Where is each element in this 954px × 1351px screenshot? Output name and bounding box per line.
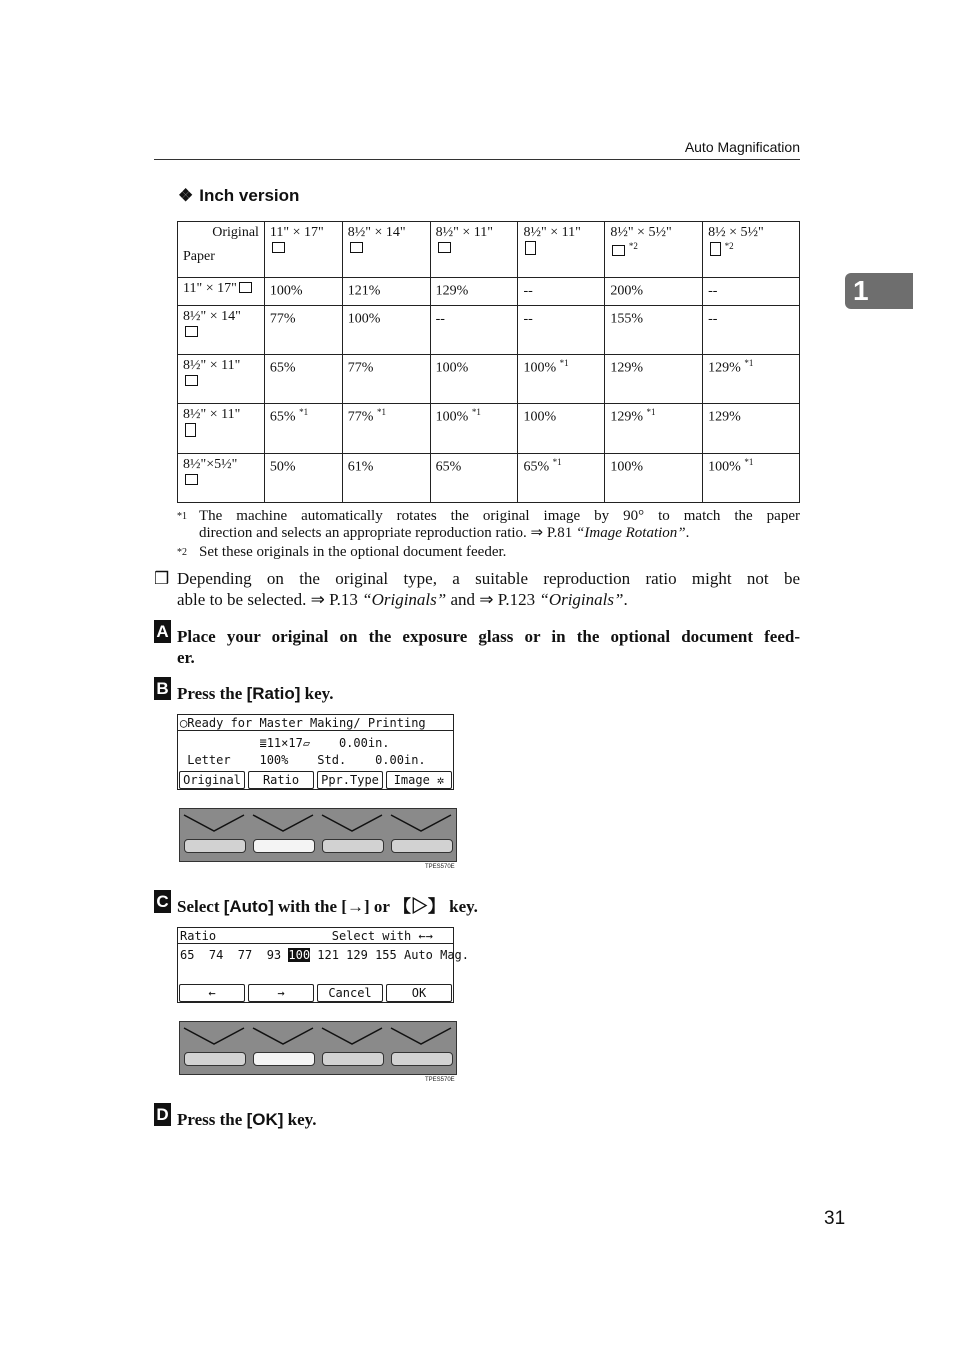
softkey-ok[interactable]: OK: [386, 984, 452, 1002]
table-row: [178, 404, 800, 454]
table-cell: --: [703, 278, 800, 306]
step-3: Select [Auto] with the [→] or 【▷】 key.: [177, 897, 478, 916]
selection-arrows-graphic: [180, 809, 458, 839]
column-header: 8½" × 5½" $^{*2}$: [605, 222, 703, 278]
table-cell: 100%: [264, 278, 342, 306]
step-number-4: D: [154, 1103, 171, 1126]
step-number-1: A: [154, 620, 171, 643]
table-cell: 155%: [605, 306, 703, 355]
note-line2: able to be selected. ⇒ P.13 “Originals” and ⇒ P.123 “Originals”.: [177, 590, 628, 609]
table-cell: 65% $^{*1}$: [264, 404, 342, 454]
lcd-screen-ready: [177, 714, 454, 790]
row-header: 8½" × 14": [178, 306, 265, 355]
lcd-paper-line: ≣11×17▱ 0.00in.: [180, 736, 390, 750]
footnote-1-line1: The machine automatically rotates the original image by 90° to match the paper: [199, 508, 800, 524]
section-title: Inch version: [199, 186, 300, 205]
portrait-paper-icon: [710, 242, 721, 256]
selection-key-3[interactable]: [322, 839, 384, 853]
table-cell: 77% $^{*1}$: [342, 404, 430, 454]
row-header: 8½"×5½": [178, 454, 265, 503]
table-cell: 129%: [605, 355, 703, 404]
table-cell: 100%: [605, 454, 703, 503]
step-number-3: C: [154, 890, 171, 913]
table-cell: 77%: [264, 306, 342, 355]
lcd-settings-line: Letter 100% Std. 0.00in.: [180, 753, 426, 767]
selection-key-2[interactable]: [253, 1052, 315, 1066]
selection-key-1[interactable]: [184, 839, 246, 853]
row-header: 8½" × 11": [178, 355, 265, 404]
original-label: Original: [212, 225, 259, 240]
step-2: Press the [Ratio] key.: [177, 684, 334, 703]
table-cell: 100% $^{*1}$: [518, 355, 605, 404]
note-line1: Depending on the original type, a suitable reproduction ratio might not be: [177, 569, 800, 588]
table-cell: --: [518, 306, 605, 355]
table-cell: --: [430, 306, 518, 355]
landscape-paper-icon: [185, 326, 198, 337]
table-cell: 65% $^{*1}$: [518, 454, 605, 503]
table-cell: 129% $^{*1}$: [605, 404, 703, 454]
right-key-label: 【▷】: [393, 897, 445, 916]
note: [154, 568, 800, 610]
selection-key-4[interactable]: [391, 839, 453, 853]
row-header: 11" × 17": [178, 278, 265, 306]
figure-code: TPES570E: [425, 864, 455, 870]
table-row: [178, 355, 800, 404]
column-header: 8½" × 14": [342, 222, 430, 278]
running-title: Auto Magnification: [684, 139, 800, 155]
auto-key-label: [Auto]: [223, 897, 274, 916]
footnote-1-line2: direction and selects an appropriate reproduction ratio. ⇒ P.81 “Image Rotation”.: [199, 525, 690, 541]
table-cell: 50%: [264, 454, 342, 503]
step-number-2: B: [154, 677, 171, 700]
row-header: 8½" × 11": [178, 404, 265, 454]
table-row: [178, 306, 800, 355]
footnote-ref: *2: [724, 241, 734, 251]
table-row: [178, 278, 800, 306]
selection-key-2[interactable]: [253, 839, 315, 853]
selection-key-panel: [179, 1021, 457, 1075]
footnote-mark: *1: [177, 511, 187, 522]
table-cell: 100%: [518, 404, 605, 454]
table-cell: 65%: [430, 454, 518, 503]
lcd-softkeys: [178, 771, 453, 789]
note-bullet-icon: ❒: [154, 569, 170, 588]
softkey-paper-type[interactable]: Ppr.Type: [317, 771, 383, 789]
softkey-original[interactable]: Original: [179, 771, 245, 789]
table-cell: 100% $^{*1}$: [430, 404, 518, 454]
reproduction-ratio-table: [177, 221, 800, 503]
landscape-paper-icon: [438, 242, 451, 253]
table-cell: 65%: [264, 355, 342, 404]
table-header-row: [178, 222, 800, 278]
paper-label: Paper: [183, 249, 215, 264]
softkey-left-arrow[interactable]: ←: [179, 984, 245, 1002]
selection-key-panel: [179, 808, 457, 862]
figure-code: TPES570E: [425, 1077, 455, 1083]
lcd-ratio-title: Ratio Select with ←→: [178, 929, 453, 944]
softkey-ratio[interactable]: Ratio: [248, 771, 314, 789]
selection-key-1[interactable]: [184, 1052, 246, 1066]
column-header: 8½" × 11": [430, 222, 518, 278]
table-cell: 200%: [605, 278, 703, 306]
ratio-key-label: [Ratio]: [246, 684, 301, 703]
table-cell: 100% $^{*1}$: [703, 454, 800, 503]
ok-key-label: [OK]: [246, 1110, 284, 1129]
table-cell: 77%: [342, 355, 430, 404]
lcd-ratio-options: 65 74 77 93 100 121 129 155 Auto Mag.: [180, 948, 470, 962]
footnote-2: [177, 544, 800, 561]
softkey-cancel[interactable]: Cancel: [317, 984, 383, 1002]
table-cell: --: [703, 306, 800, 355]
landscape-paper-icon: [350, 242, 363, 253]
selection-arrows-graphic: [180, 1022, 458, 1052]
diamond-icon: ❖: [178, 186, 194, 205]
footnote-mark: *2: [177, 547, 187, 558]
landscape-paper-icon: [612, 245, 625, 256]
table-cell: 129% $^{*1}$: [703, 355, 800, 404]
table-cell: 129%: [430, 278, 518, 306]
section-heading: [178, 186, 299, 206]
landscape-paper-icon: [239, 282, 252, 293]
table-cell: 129%: [703, 404, 800, 454]
table-cell: 100%: [430, 355, 518, 404]
softkey-image[interactable]: Image ✲: [386, 771, 452, 789]
running-header: [154, 139, 800, 160]
table-corner-cell: [178, 222, 265, 278]
selected-ratio[interactable]: 100: [288, 948, 311, 962]
table-cell: 61%: [342, 454, 430, 503]
table-cell: 121%: [342, 278, 430, 306]
column-header: 11" × 17": [264, 222, 342, 278]
footnote-2-text: Set these originals in the optional document feeder.: [199, 544, 507, 560]
selection-key-3[interactable]: [322, 1052, 384, 1066]
column-header: 8½" × 11": [518, 222, 605, 278]
portrait-paper-icon: [185, 423, 196, 437]
footnote-ref: *2: [628, 241, 638, 251]
portrait-paper-icon: [525, 241, 536, 255]
lcd-status-line: ◯Ready for Master Making/ Printing: [178, 716, 453, 731]
footnote-1: [177, 508, 800, 542]
landscape-paper-icon: [185, 375, 198, 386]
landscape-paper-icon: [185, 474, 198, 485]
lcd-softkeys: [178, 984, 453, 1002]
cross-reference: “Image Rotation”: [576, 525, 686, 541]
step-1: Place your original on the exposure glass or in the optional document feed- er.: [177, 627, 800, 667]
table-cell: --: [518, 278, 605, 306]
landscape-paper-icon: [272, 242, 285, 253]
column-header: 8½ × 5½" $^{*2}$: [703, 222, 800, 278]
chapter-tab: 1: [845, 273, 913, 309]
step-4: Press the [OK] key.: [177, 1110, 317, 1129]
softkey-right-arrow[interactable]: →: [248, 984, 314, 1002]
table-cell: 100%: [342, 306, 430, 355]
lcd-screen-ratio: [177, 927, 470, 1003]
selection-key-4[interactable]: [391, 1052, 453, 1066]
table-row: [178, 454, 800, 503]
page-number: 31: [824, 1208, 846, 1229]
